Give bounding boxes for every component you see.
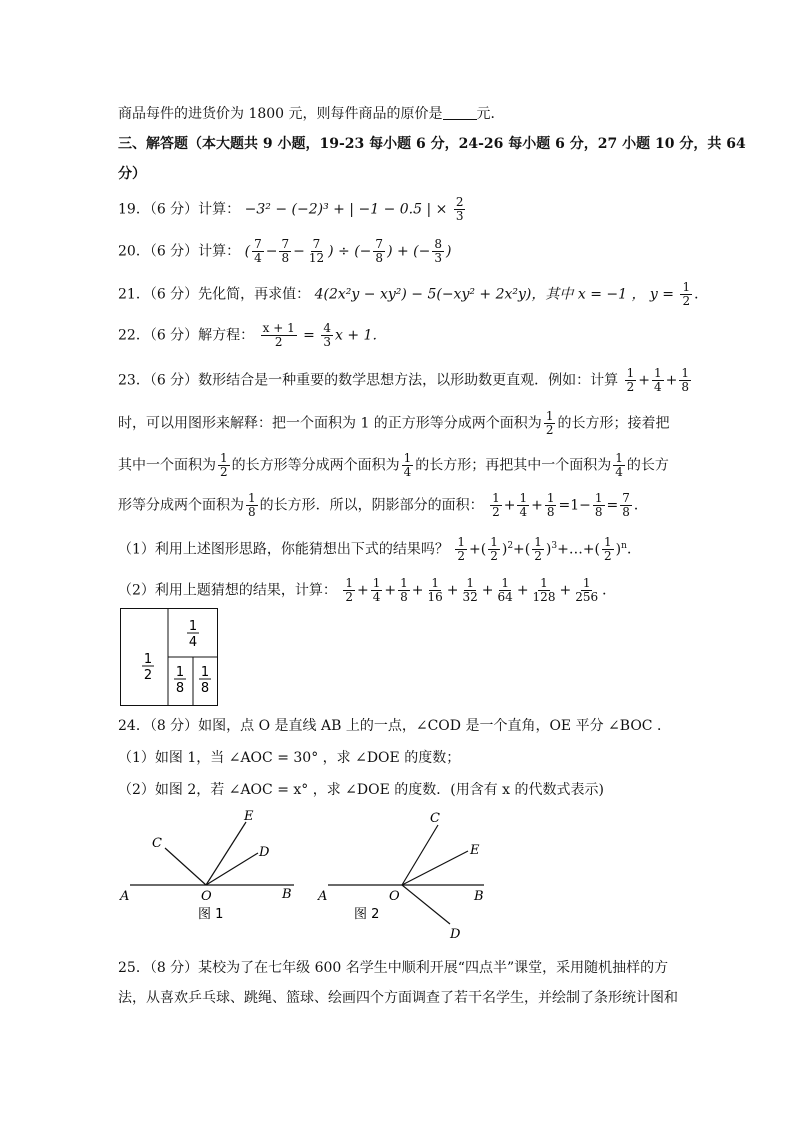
q19-fraction: $\frac{2}{3}$ — [455, 195, 464, 223]
q24-figure-2 — [316, 808, 496, 943]
q24-sub1: （1）如图 1，当 ∠AOC = 30° ，求 ∠DOE 的度数； — [118, 750, 461, 766]
fig2-caption: 图 2 — [354, 907, 380, 922]
q21-expression: 4(2x²y − xy²) − 5(−xy² + 2x²y)，其中 x = −1 ， y = — [314, 286, 674, 303]
svg-text:B: B — [282, 887, 292, 902]
q20-prefix: 20．（6 分）计算： — [118, 243, 241, 260]
svg-text:B: B — [474, 889, 484, 904]
svg-text:1: 1 — [188, 619, 198, 634]
svg-text:1: 1 — [200, 665, 210, 680]
q23-line1: 23．（6 分）数形结合是一种重要的数学思想方法，以形助数更直观．例如：计算 — [118, 372, 619, 389]
q19-prefix: 19．（6 分）计算： — [118, 201, 241, 218]
svg-text:A: A — [120, 889, 130, 904]
svg-text:C: C — [152, 836, 162, 851]
svg-text:O: O — [201, 889, 212, 904]
question-18-tail — [118, 104, 682, 124]
q23-line4: 形等分成两个面积为 $\frac{1}{8}$ 的长方形．所以，阴影部分的面积： $\frac{1}{2}$ + $\frac{1}{4}$ + $\frac{1}{8}$ =1− $\frac{1}{8}$ = $\frac{7}{8}$ ． — [118, 491, 648, 519]
svg-text:8: 8 — [200, 681, 210, 696]
question-23: 23．（6 分）数形结合是一种重要的数学思想方法，以形助数更直观．例如：计算 $\frac{1}{2}$ + $\frac{1}{4}$ + $\frac{1}{8}$ — [118, 366, 690, 394]
svg-text:2: 2 — [143, 668, 153, 683]
question-25: 25．（8 分）某校为了在七年级 600 名学生中顺利开展“四点半”课堂，采用随机抽样的方 — [118, 960, 669, 976]
svg-text:D: D — [259, 845, 270, 860]
svg-text:8: 8 — [175, 681, 185, 696]
svg-text:E: E — [470, 843, 480, 858]
svg-text:C: C — [430, 811, 440, 826]
svg-text:O: O — [389, 889, 400, 904]
q23-square-figure — [120, 608, 220, 708]
svg-text:4: 4 — [188, 635, 198, 650]
q18-text-end: 元． — [476, 106, 505, 122]
svg-text:1: 1 — [175, 665, 185, 680]
question-20: 20．（6 分）计算： ( $\frac{7}{4}$ − $\frac{7}{8}$ − $\frac{7}{12}$ ) ÷ (− $\frac{7}{8}$ ) + (− $\frac{8}{3}$ ) — [118, 237, 452, 265]
section-3-title: 三、解答题（本大题共 9 小题，19-23 每小题 6 分，24-26 每小题 6 分，27 小题 10 分，共 64 — [118, 136, 746, 152]
svg-text:D: D — [450, 927, 461, 942]
q23-sub1: （1）利用上述图形思路，你能猜想出下式的结果吗？ $\frac{1}{2}$ +( $\frac{1}{2}$ )$^2$+( $\frac{1}{2}$ )$^3$+…+( $\frac{1}{2}$ )$^n$． — [118, 535, 641, 564]
q23-line2: 时，可以用图形来解释：把一个面积为 1 的正方形等分成两个面积为 $\frac{1}{2}$ 的长方形；接着把 — [118, 409, 670, 437]
q22-prefix: 22．（6 分）解方程： — [118, 327, 255, 344]
fig-half-num: 1 — [143, 652, 153, 667]
svg-text:A: A — [318, 889, 328, 904]
section-3-title-cont: 分） — [118, 166, 146, 182]
q19-expression: −3² − (−2)³ + | −1 − 0.5 | × — [244, 201, 448, 218]
q21-prefix: 21．（6 分）先化简，再求值： — [118, 286, 311, 303]
q24-figure-1 — [118, 808, 308, 923]
question-22: 22．（6 分）解方程： $\frac{x + 1}{2}$ = $\frac{4}{3}$ x + 1． — [118, 321, 387, 349]
q23-line3: 其中一个面积为 $\frac{1}{2}$ 的长方形等分成两个面积为 $\frac{1}{4}$ 的长方形；再把其中一个面积为 $\frac{1}{4}$ 的长方 — [118, 451, 669, 479]
fig1-caption: 图 1 — [198, 907, 224, 922]
question-19 — [118, 196, 682, 223]
question-21: 21．（6 分）先化简，再求值： 4(2x²y − xy²) − 5(−xy² + 2x²y)，其中 x = −1 ， y = $\frac{1}{2}$ ． — [118, 280, 709, 308]
question-24: 24．（8 分）如图，点 O 是直线 AB 上的一点，∠COD 是一个直角，OE 平分 ∠BOC ． — [118, 718, 671, 734]
q18-text: 商品每件的进货价为 1800 元，则每件商品的原价是 — [118, 106, 443, 122]
q23-sub2: （2）利用上题猜想的结果，计算： $\frac{1}{2}$ + $\frac{1}{4}$ + $\frac{1}{8}$ + $\frac{1}{16}$ + $\frac{1}{32}$ + $\frac{1}{64}$ + $\frac{1}{128}$ + $\frac{1}{256}$ ． — [118, 576, 617, 604]
q25-line2: 法，从喜欢乒乓球、跳绳、篮球、绘画四个方面调查了若干名学生，并绘制了条形统计图和 — [118, 990, 678, 1006]
q24-sub2: （2）如图 2，若 ∠AOC = x° ，求 ∠DOE 的度数．(用含有 x 的代数式表示) — [118, 782, 604, 798]
svg-text:E: E — [244, 809, 254, 824]
answer-blank — [443, 105, 477, 120]
